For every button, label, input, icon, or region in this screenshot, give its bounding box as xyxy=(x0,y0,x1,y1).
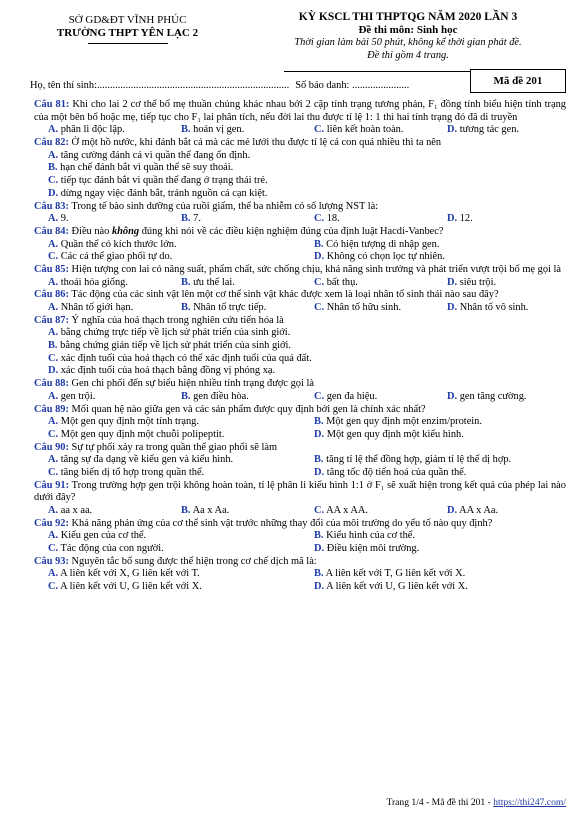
option-text: Các cá thể giao phối tự do. xyxy=(60,251,173,263)
answer-option xyxy=(300,429,566,442)
candidate-number-field: Số báo danh: ...................... xyxy=(295,80,410,91)
option-text: xác định tuổi của hoá thạch bằng đồng vị phóng xạ. xyxy=(60,365,276,377)
answer-options xyxy=(34,302,566,315)
option-text: tiếp tục đánh bắt vì quần thể đang ở trạng thái trẻ. xyxy=(60,175,268,187)
answer-option xyxy=(300,530,566,543)
question-stem xyxy=(34,480,566,505)
option-letter: B. xyxy=(181,505,191,516)
question-number: Câu 84: xyxy=(34,225,69,237)
option-letter: C. xyxy=(48,352,59,364)
answer-option xyxy=(34,340,566,353)
answer-option xyxy=(300,505,433,518)
option-text: tăng tốc độ tiến hoá của quần thể. xyxy=(326,466,467,478)
option-text: A liên kết với U, G liên kết với X. xyxy=(326,581,468,593)
option-letter: D. xyxy=(447,302,458,313)
answer-option xyxy=(300,239,566,252)
option-text: dừng ngay việc đánh bắt, tránh nguồn cá cạn kiệt. xyxy=(60,187,268,199)
option-letter: D. xyxy=(314,466,325,478)
answer-options xyxy=(34,327,566,378)
question xyxy=(34,264,566,289)
question xyxy=(34,556,566,594)
option-letter: A. xyxy=(48,416,59,428)
answer-option xyxy=(34,543,300,556)
answer-option xyxy=(34,124,167,137)
option-text: phân li độc lập. xyxy=(60,124,125,136)
answer-option xyxy=(34,353,566,366)
option-letter: B. xyxy=(181,124,191,136)
option-text: tăng cường đánh cá vì quần thể đang ổn định. xyxy=(60,149,251,161)
option-text: bằng chứng trực tiếp về lịch sử phát triển của sinh giới. xyxy=(60,327,291,339)
option-letter: A. xyxy=(48,568,59,580)
option-letter: C. xyxy=(314,390,325,402)
question-stem xyxy=(34,315,566,328)
answer-option xyxy=(300,467,566,480)
option-text: tương tác gen. xyxy=(459,124,520,136)
answer-options xyxy=(34,124,566,137)
option-text: tăng sự đa dạng về kiểu gen và kiểu hình. xyxy=(60,454,234,466)
option-letter: B. xyxy=(181,276,191,288)
answer-option xyxy=(34,505,167,518)
answer-option xyxy=(34,581,300,594)
answer-option xyxy=(167,124,300,137)
option-letter: D. xyxy=(314,543,325,555)
answer-option xyxy=(34,302,167,315)
option-text: Một gen quy định một chuỗi polipeptit. xyxy=(60,428,225,440)
option-letter: B. xyxy=(181,302,191,313)
question-text: Trong trường hợp gen trội không hoàn toàn, tỉ lệ phân li kiểu hình 1:1 ở F₁ sẽ xuất hiện trong kết quả của phép lai nào dưới đây? xyxy=(34,479,566,504)
option-letter: C. xyxy=(314,213,325,225)
question-text: đúng khi nói về các điều kiện nghiệm đúng của định luật Hacdi-Vanbec? xyxy=(139,225,444,237)
question-number: Câu 87: xyxy=(34,314,69,326)
option-text: Nhân tố hữu sinh. xyxy=(326,302,402,313)
option-text: Một gen quy định một kiểu hình. xyxy=(326,428,464,440)
question-text: Khả năng phản ứng của cơ thể sinh vật trước những thay đổi của môi trường do yếu tố nào quy định? xyxy=(71,517,493,529)
question xyxy=(34,201,566,226)
exam-title: KỲ KSCL THI THPTQG NĂM 2020 LẦN 3 xyxy=(298,11,518,23)
answer-option xyxy=(34,213,167,226)
answer-option xyxy=(34,239,300,252)
option-letter: C. xyxy=(48,428,59,440)
answer-option xyxy=(300,581,566,594)
option-text: thoái hóa giống. xyxy=(60,276,128,288)
option-text: Nhân tố vô sinh. xyxy=(459,302,529,313)
answer-option xyxy=(300,213,433,226)
school-name: TRƯỜNG THPT YÊN LẠC 2 xyxy=(56,27,199,40)
option-text: Một gen quy định một enzim/protein. xyxy=(326,416,482,428)
question-stem xyxy=(34,137,566,150)
option-letter: B. xyxy=(48,340,58,352)
option-text: Có hiện tượng di nhập gen. xyxy=(326,238,440,250)
answer-options xyxy=(34,213,566,226)
candidate-info xyxy=(30,80,470,93)
answer-option xyxy=(34,568,300,581)
option-letter: B. xyxy=(181,213,191,225)
question-stem xyxy=(34,99,566,124)
answer-option xyxy=(34,188,566,201)
footer-link[interactable]: https://thi247.com/ xyxy=(493,797,566,808)
question-number: Câu 86: xyxy=(34,289,69,301)
option-text: Nhân tố giới hạn. xyxy=(60,302,134,313)
question-text: Hiện tượng con lai có năng suất, phẩm chất, sức chống chịu, khả năng sinh trưởng và phát triển vượt trội bố mẹ gọi là xyxy=(71,263,561,275)
question-number: Câu 91: xyxy=(34,479,70,491)
question-number: Câu 90: xyxy=(34,441,69,453)
answer-option xyxy=(167,391,300,404)
option-letter: A. xyxy=(48,454,59,466)
option-text: aa x aa. xyxy=(60,505,93,516)
option-letter: A. xyxy=(48,124,59,136)
question xyxy=(34,518,566,556)
question-number: Câu 81: xyxy=(34,99,70,110)
answer-option xyxy=(34,391,167,404)
question-emphasis: không xyxy=(111,225,140,237)
question-stem xyxy=(34,289,566,302)
option-letter: A. xyxy=(48,276,59,288)
option-text: Kiểu hình của cơ thể. xyxy=(326,530,416,542)
option-letter: C. xyxy=(48,581,59,593)
option-text: tăng tỉ lệ thể đồng hợp, giảm tỉ lệ thể dị hợp. xyxy=(326,454,512,466)
question xyxy=(34,404,566,442)
answer-options xyxy=(34,568,566,593)
option-letter: B. xyxy=(48,162,58,174)
option-text: 12. xyxy=(459,213,473,225)
option-text: gen trội. xyxy=(60,390,96,402)
divider xyxy=(88,43,168,44)
option-letter: D. xyxy=(48,187,59,199)
option-text: Không có chọn lọc tự nhiên. xyxy=(326,251,445,263)
question xyxy=(34,99,566,137)
option-text: Aa x Aa. xyxy=(192,505,230,516)
option-text: ưu thế lai. xyxy=(193,276,235,288)
question-stem xyxy=(34,442,566,455)
answer-option xyxy=(34,467,300,480)
answer-option xyxy=(433,505,566,518)
option-text: bằng chứng gián tiếp về lịch sử phát triển của sinh giới. xyxy=(60,340,292,352)
option-letter: D. xyxy=(447,124,458,136)
option-letter: D. xyxy=(314,251,325,263)
question xyxy=(34,289,566,314)
answer-option xyxy=(300,251,566,264)
answer-option xyxy=(300,277,433,290)
question xyxy=(34,480,566,518)
answer-options xyxy=(34,150,566,201)
answer-options xyxy=(34,454,566,479)
question-number: Câu 82: xyxy=(34,137,69,149)
option-letter: D. xyxy=(447,276,458,288)
option-letter: B. xyxy=(314,568,324,580)
option-letter: C. xyxy=(48,543,59,555)
answer-option xyxy=(433,302,566,315)
option-letter: B. xyxy=(314,530,324,542)
answer-option xyxy=(167,505,300,518)
pages-note: Đề thi gồm 4 trang. xyxy=(367,50,449,62)
option-letter: A. xyxy=(48,238,59,250)
option-letter: B. xyxy=(314,416,324,428)
option-text: Điều kiện môi trường. xyxy=(326,543,420,555)
question-stem xyxy=(34,226,566,239)
question-text: Mối quan hệ nào giữa gen và các sản phẩm được quy định bởi gen là chính xác nhất? xyxy=(71,403,426,415)
option-letter: B. xyxy=(314,238,324,250)
answer-option xyxy=(34,327,566,340)
option-text: A liên kết với T, G liên kết với X. xyxy=(325,568,466,580)
option-letter: C. xyxy=(314,124,325,136)
option-letter: B. xyxy=(181,390,191,402)
question-number: Câu 89: xyxy=(34,403,69,415)
answer-option xyxy=(300,568,566,581)
option-letter: C. xyxy=(48,466,59,478)
question-stem xyxy=(34,404,566,417)
option-letter: A. xyxy=(48,530,59,542)
option-text: 18. xyxy=(326,213,340,225)
answer-option xyxy=(34,416,300,429)
option-letter: A. xyxy=(48,505,59,516)
answer-option xyxy=(300,416,566,429)
question xyxy=(34,226,566,264)
answer-option xyxy=(433,124,566,137)
answer-option xyxy=(34,150,566,163)
exam-header xyxy=(246,10,570,63)
option-letter: C. xyxy=(314,302,325,313)
question-text: Nguyên tắc bổ sung được thể hiện trong cơ chế dịch mã là: xyxy=(71,555,317,567)
answer-option xyxy=(167,302,300,315)
answer-option xyxy=(34,530,300,543)
page-footer xyxy=(0,797,566,809)
option-text: Quần thể có kích thước lớn. xyxy=(60,238,177,250)
question xyxy=(34,315,566,378)
question-stem xyxy=(34,556,566,569)
option-letter: D. xyxy=(447,390,458,402)
option-text: hoán vị gen. xyxy=(193,124,245,136)
question-stem xyxy=(34,378,566,391)
school-header xyxy=(40,14,215,44)
question xyxy=(34,137,566,200)
option-letter: D. xyxy=(48,365,59,377)
option-text: siêu trội. xyxy=(459,276,497,288)
question-text: Tác động của các sinh vật lên một cơ thể sinh vật khác được xem là loại nhân tố sinh thái nào sau đây? xyxy=(71,289,499,301)
option-text: gen tăng cường. xyxy=(459,390,527,402)
question-number: Câu 85: xyxy=(34,263,69,275)
question-number: Câu 93: xyxy=(34,555,69,567)
option-text: AA x AA. xyxy=(326,505,368,516)
option-text: gen đa hiệu. xyxy=(326,390,378,402)
question-stem xyxy=(34,201,566,214)
divider xyxy=(284,71,470,72)
time-note: Thời gian làm bài 50 phút, không kể thời gian phát đề. xyxy=(294,37,522,49)
answer-option xyxy=(300,543,566,556)
option-text: Một gen quy định một tính trạng. xyxy=(60,416,199,428)
option-letter: A. xyxy=(48,390,59,402)
option-letter: D. xyxy=(447,505,458,516)
question-text: Ở một hồ nước, khi đánh bắt cá mà các mẻ lưới thu được tỉ lệ cá con quá nhiều thì ta nên xyxy=(71,137,442,149)
footer-text: Trang 1/4 - Mã đề thi 201 - xyxy=(386,797,494,808)
answer-option xyxy=(34,277,167,290)
question-text: Trong tế bào sinh dưỡng của ruồi giấm, thể ba nhiễm có số lượng NST là: xyxy=(71,200,379,212)
option-text: tăng biến dị tổ hợp trong quần thể. xyxy=(60,466,205,478)
answer-options xyxy=(34,391,566,404)
answer-options xyxy=(34,239,566,264)
question-number: Câu 83: xyxy=(34,200,69,212)
option-letter: D. xyxy=(447,213,458,225)
answer-option xyxy=(34,365,566,378)
question-text: Sự tự phối xảy ra trong quần thể giao phối sẽ làm xyxy=(71,441,278,453)
option-letter: C. xyxy=(314,276,325,288)
option-letter: C. xyxy=(48,251,59,263)
question xyxy=(34,378,566,403)
answer-option xyxy=(433,391,566,404)
answer-option xyxy=(34,251,300,264)
option-letter: D. xyxy=(314,581,325,593)
answer-options xyxy=(34,277,566,290)
question-stem xyxy=(34,264,566,277)
question-stem xyxy=(34,518,566,531)
option-letter: A. xyxy=(48,327,59,339)
candidate-name-field: Họ, tên thí sinh:.......................................................................... xyxy=(30,80,290,91)
option-letter: D. xyxy=(314,428,325,440)
option-letter: A. xyxy=(48,302,59,313)
option-letter: C. xyxy=(48,175,59,187)
question-text: Gen chi phối đến sự biểu hiện nhiều tính trạng được gọi là xyxy=(71,378,314,390)
exam-subject: Đề thi môn: Sinh học xyxy=(358,24,458,37)
question-number: Câu 92: xyxy=(34,517,69,529)
option-text: 9. xyxy=(60,213,69,225)
answer-option xyxy=(300,454,566,467)
answer-option xyxy=(300,302,433,315)
question-text: Ý nghĩa của hoá thạch trong nghiên cứu tiến hóa là xyxy=(71,314,284,326)
option-text: Nhân tố trực tiếp. xyxy=(193,302,267,313)
option-text: gen điều hòa. xyxy=(193,390,249,402)
answer-option xyxy=(300,391,433,404)
option-letter: B. xyxy=(314,454,324,466)
answer-option xyxy=(34,175,566,188)
answer-option xyxy=(34,429,300,442)
answer-option xyxy=(433,277,566,290)
option-text: xác định tuổi của hoá thạch có thể xác định tuổi của quả đất. xyxy=(60,352,312,364)
option-text: Kiểu gen của cơ thể. xyxy=(60,530,147,542)
option-text: A liên kết với U, G liên kết với X. xyxy=(60,581,202,593)
option-text: Tác động của con người. xyxy=(60,543,164,555)
question-text: Điều nào xyxy=(71,225,112,237)
question xyxy=(34,442,566,480)
option-text: bất thụ. xyxy=(326,276,358,288)
option-letter: A. xyxy=(48,213,59,225)
answer-options xyxy=(34,530,566,555)
answer-option xyxy=(433,213,566,226)
answer-option xyxy=(167,277,300,290)
answer-option xyxy=(300,124,433,137)
answer-option xyxy=(34,162,566,175)
option-text: A liên kết với X, G liên kết với T. xyxy=(60,568,200,580)
answer-options xyxy=(34,505,566,518)
answer-option xyxy=(34,454,300,467)
option-text: hạn chế đánh bắt vì quần thể sẽ suy thoái. xyxy=(60,162,234,174)
exam-code-box: Mã đề 201 xyxy=(470,69,566,93)
question-text: Khi cho lai 2 cơ thể bố mẹ thuần chủng khác nhau bởi 2 cặp tính trạng tương phản, F₁ đồng tính biểu hiện tính trạng của một bên bố hoặc mẹ, tiếp tục cho F₁ lai phân tích, nếu đời lai thu được tỉ lệ 1: 1 thì hai tính trạng đó đã di truyền xyxy=(34,99,566,123)
question-list xyxy=(34,99,566,594)
department-name: SỞ GD&ĐT VĨNH PHÚC xyxy=(68,14,187,26)
option-text: liên kết hoàn toàn. xyxy=(326,124,404,136)
answer-option xyxy=(167,213,300,226)
option-letter: C. xyxy=(314,505,325,516)
option-letter: A. xyxy=(48,149,59,161)
option-text: 7. xyxy=(193,213,201,225)
option-text: AA x Aa. xyxy=(459,505,499,516)
question-number: Câu 88: xyxy=(34,378,69,390)
answer-options xyxy=(34,416,566,441)
